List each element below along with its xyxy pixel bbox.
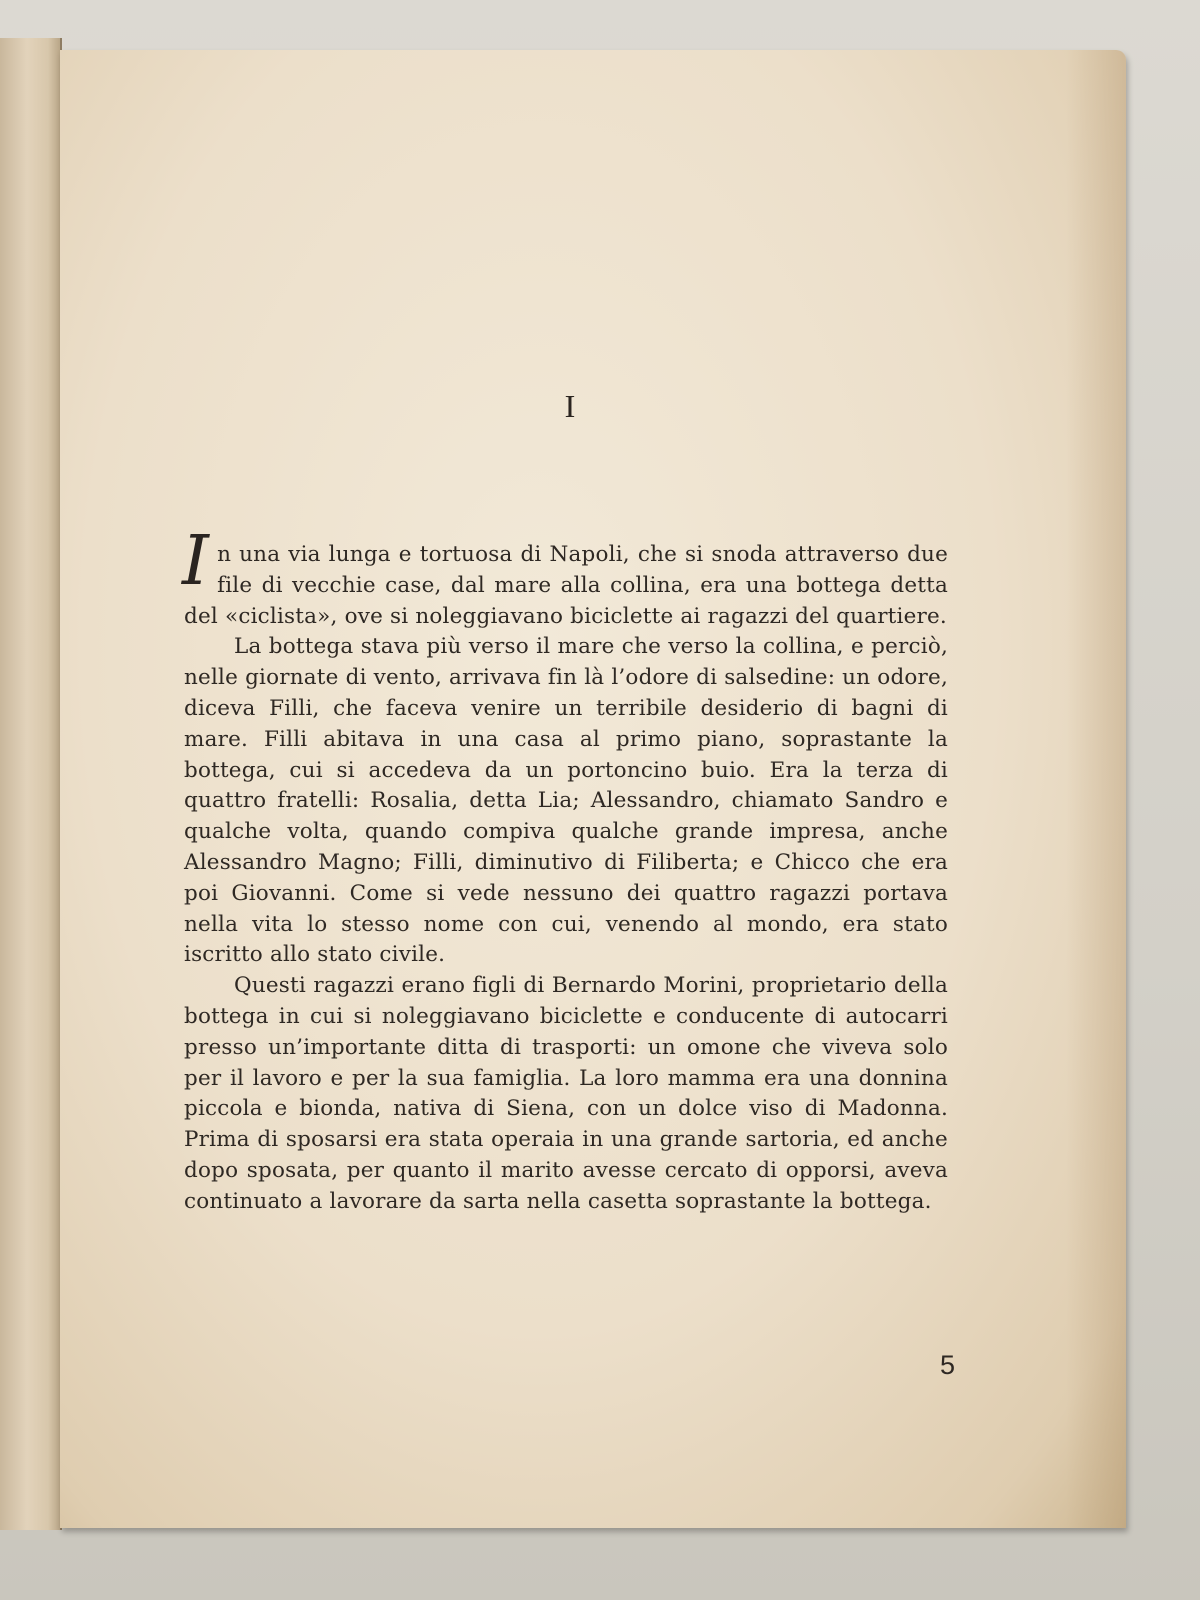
paragraph-1 bbox=[182, 522, 948, 632]
body-text bbox=[182, 522, 948, 1218]
page-edge-stain bbox=[1066, 50, 1126, 1528]
page-number: 5 bbox=[940, 1350, 956, 1380]
paragraph-2: La bottega stava più verso il mare che verso la collina, e perciò, nelle giornate di vento, arrivava fin là l’odore di salsedine: un odore, diceva Filli, che faceva venire un terribile desiderio di bagni di mare. Filli abitava in una casa al primo piano, soprastante la bottega, cui si accedeva da un portoncino buio. Era la terza di quattro fratelli: Rosalia, detta Lia; Alessandro, chiamato Sandro e qualche volta, quando compiva qualche grande impresa, anche Alessandro Magno; Filli, diminutivo di Filiberta; e Chicco che era poi Giovanni. Come si vede nessuno dei quattro ragazzi portava nella vita lo stesso nome con cui, venendo al mondo, era stato iscritto allo stato civile. bbox=[184, 634, 948, 968]
drop-cap: I bbox=[182, 522, 210, 601]
paragraph-3: Questi ragazzi erano figli di Bernardo Morini, proprietario della bottega in cui si noleggiavano biciclette e conducente di autocarri presso un’importante ditta di trasporti: un omone che viveva solo per il lavoro e per la sua famiglia. La loro mamma era una donnina piccola e bionda, nativa di Siena, con un dolce viso di Madonna. Prima di sposarsi era stata operaia in una grande sartoria, ed anche dopo sposata, per quanto il marito avesse cercato di opporsi, aveva continuato a lavorare da sarta nella casetta soprastante la bottega. bbox=[184, 973, 948, 1214]
paragraph-1-text: n una via lunga e tortuosa di Napoli, che si snoda attraverso due file di vecchie case, dal mare alla collina, era una bottega detta del «ciclista», ove si noleggiavano biciclette ai ragazzi del quartiere. bbox=[184, 542, 948, 629]
facing-page-edge bbox=[0, 38, 62, 1530]
chapter-heading: I bbox=[564, 388, 576, 424]
